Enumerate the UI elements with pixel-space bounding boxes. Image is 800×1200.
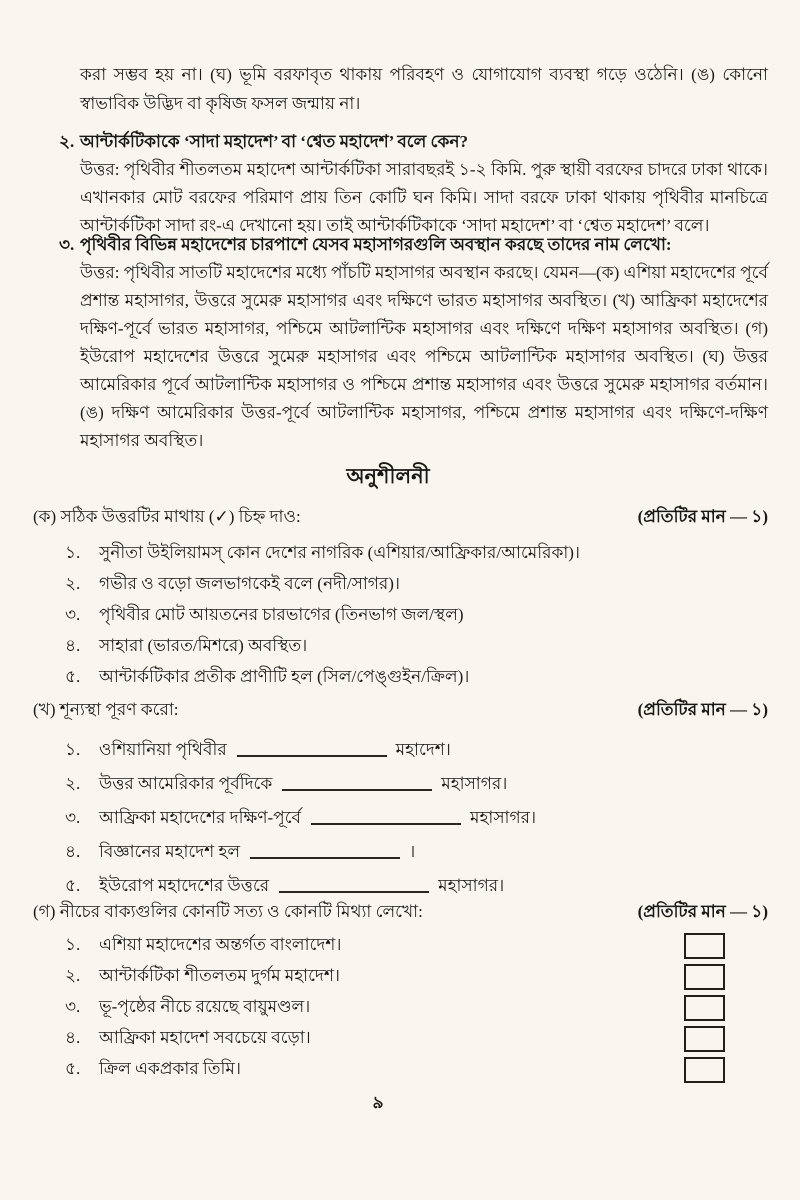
item-number: ৫. (65, 876, 81, 895)
section-title: (ক) সঠিক উত্তরটির মাথায় (✓) চিহ্ন দাও: (33, 507, 301, 526)
true-false-item (65, 1054, 768, 1085)
marks-label: (প্রতিটির মান — ১) (637, 507, 768, 526)
item-number: ১. (65, 934, 81, 954)
answer-box[interactable] (684, 1026, 725, 1052)
mcq-item (65, 631, 768, 662)
fill-blank-line[interactable] (237, 753, 387, 757)
item-text: আফ্রিকা মহাদেশ সবচেয়ে বড়ো। (99, 1027, 311, 1047)
marks-label: (প্রতিটির মান — ১) (637, 902, 768, 921)
section-title: (গ) নীচের বাক্যগুলির কোনটি সত্য ও কোনটি মিথ্যা লেখো: (33, 902, 423, 921)
item-text: ইউরোপ মহাদেশের উত্তরে মহাসাগর। (99, 876, 505, 895)
section-header (33, 697, 768, 723)
item-number: ২. (65, 965, 81, 985)
page-number: ৯ (372, 1093, 384, 1112)
fill-blank-item-list (33, 734, 768, 904)
answer-box[interactable] (684, 1057, 725, 1083)
mcq-item (65, 600, 768, 631)
item-number: ৫. (65, 666, 81, 686)
fill-blank-line[interactable] (250, 855, 400, 859)
item-number: ২. (65, 774, 81, 793)
item-text: আফ্রিকা মহাদেশের দক্ষিণ-পূর্বে মহাসাগর। (99, 808, 537, 827)
mcq-item (65, 569, 768, 600)
true-false-item (65, 992, 768, 1023)
section-label: (ক) (33, 507, 57, 526)
item-number: ৪. (65, 1027, 81, 1047)
item-number: ৩. (65, 996, 81, 1016)
question-answer: উত্তর: পৃথিবীর সাতটি মহাদেশের মধ্যে পাঁচটি মহাসাগর অবস্থান করছে। যেমন—(ক) এশিয়া মহাদেশের পূর্বে প্রশান্ত মহাসাগর, উত্তরে সুমেরু মহাসাগর এবং দক্ষিণে ভারত মহাসাগর অবস্থিত। (খ) আফ্রিকা মহাদেশের দক্ষিণ-পূর্বে ভারত মহাসাগর, পশ্চিমে আটলান্টিক মহাসাগর এবং দক্ষিণে দক্ষিণ মহাসাগর অবস্থিত। (গ) ইউরোপ মহাদেশের উত্তরে সুমেরু মহাসাগর এবং পশ্চিমে আটলান্টিক মহাসাগর অবস্থিত। (ঘ) উত্তর আমেরিকার পূর্বে আটলান্টিক মহাসাগর ও পশ্চিমে প্রশান্ত মহাসাগর এবং উত্তরে সুমেরু মহাসাগর বর্তমান। (ঙ) দক্ষিণ আমেরিকার উত্তর-পূর্বে আটলান্টিক মহাসাগর, পশ্চিমে প্রশান্ত মহাসাগর এবং দক্ষিণে-দক্ষিণ মহাসাগর অবস্থিত। (80, 263, 768, 450)
fill-blank-item (65, 768, 768, 802)
answer-box[interactable] (684, 964, 725, 990)
item-text: উত্তর আমেরিকার পূর্বদিকে মহাসাগর। (99, 774, 508, 793)
true-false-item (65, 930, 768, 961)
true-false-item (65, 1023, 768, 1054)
item-number: ৩. (65, 604, 81, 624)
item-text: সুনীতা উইলিয়ামস্ কোন দেশের নাগরিক (এশিয়ার/আফ্রিকার/আমেরিকা)। (99, 542, 581, 562)
item-text: ভূ-পৃষ্ঠের নীচে রয়েছে বায়ুমণ্ডল। (99, 996, 311, 1016)
item-text: ক্রিল একপ্রকার তিমি। (99, 1058, 241, 1078)
item-number: ৪. (65, 635, 81, 655)
exercise-heading: অনুশীলনী (346, 464, 430, 488)
mcq-item-list (33, 538, 768, 693)
fill-blank-line[interactable] (311, 821, 461, 825)
item-number: ৩. (65, 808, 81, 827)
question-number: ৩. (59, 235, 75, 254)
item-text: আন্টার্কটিকার প্রতীক প্রাণীটি হল (সিল/পেঙ্গুইন/ক্রিল)। (99, 666, 470, 686)
true-false-item (65, 961, 768, 992)
section-kha-fill-blanks (33, 697, 768, 904)
fill-blank-item (65, 836, 768, 870)
item-text: ওশিয়ানিয়া পৃথিবীর মহাদেশ। (99, 740, 451, 759)
item-text: সাহারা (ভারত/মিশরে) অবস্থিত। (99, 635, 308, 655)
fill-blank-line[interactable] (279, 889, 429, 893)
question-2 (59, 128, 768, 240)
fill-blank-item (65, 734, 768, 768)
true-false-item-list (33, 930, 768, 1085)
item-number: ১. (65, 740, 81, 759)
answer-box[interactable] (684, 933, 725, 959)
item-number: ১. (65, 542, 81, 562)
item-text: গভীর ও বড়ো জলভাগকেই বলে (নদী/সাগর)। (99, 573, 401, 593)
question-title: আন্টার্কটিকাকে ‘সাদা মহাদেশ’ বা ‘শ্বেত মহাদেশ’ বলে কেন? (80, 132, 468, 151)
question-title: পৃথিবীর বিভিন্ন মহাদেশের চারপাশে যেসব মহাসাগরগুলি অবস্থান করছে তাদের নাম লেখো: (80, 235, 672, 254)
mcq-item (65, 538, 768, 569)
section-title: (খ) শূন্যস্থা পূরণ করো: (33, 700, 179, 719)
section-label: (খ) (33, 700, 56, 719)
item-text: আন্টার্কটিকা শীতলতম দুর্গম মহাদেশ। (99, 965, 340, 985)
item-number: ৫. (65, 1058, 81, 1078)
item-text: বিজ্ঞানের মহাদেশ হল । (99, 842, 416, 861)
item-number: ২. (65, 573, 81, 593)
marks-label: (প্রতিটির মান — ১) (637, 700, 768, 719)
item-text: পৃথিবীর মোট আয়তনের চারভাগের (তিনভাগ জল/স্থল) (99, 604, 464, 624)
section-ka-mcq (33, 504, 768, 693)
item-text: এশিয়া মহাদেশের অন্তর্গত বাংলাদেশ। (99, 934, 342, 954)
answer-box[interactable] (684, 995, 725, 1021)
fill-blank-line[interactable] (282, 787, 432, 791)
section-header (33, 504, 768, 530)
fill-blank-item (65, 802, 768, 836)
section-label: (গ) (33, 902, 56, 921)
question-answer: উত্তর: পৃথিবীর শীতলতম মহাদেশ আন্টার্কটিকা সারাবছরই ১-২ কিমি. পুরু স্থায়ী বরফের চাদরে ঢাকা থাকে। এখানকার মোট বরফের পরিমাণ প্রায় তিন কোটি ঘন কিমি। সাদা বরফে ঢাকা থাকায় পৃথিবীর মানচিত্রে আন্টার্কটিকা সাদা রং-এ দেখানো হয়। তাই আন্টার্কটিকাকে ‘সাদা মহাদেশ’ বা ‘শ্বেত মহাদেশ’ বলে। (80, 160, 768, 235)
question-3 (59, 231, 768, 455)
intro-paragraph: করা সম্ভব হয় না। (ঘ) ভূমি বরফাবৃত থাকায় পরিবহণ ও যোগাযোগ ব্যবস্থা গড়ে ওঠেনি। (ঙ) কোনো স্বাভাবিক উদ্ভিদ বা কৃষিজ ফসল জন্মায় না। (80, 65, 768, 113)
mcq-item (65, 662, 768, 693)
section-ga-true-false (33, 899, 768, 1085)
section-header (33, 899, 768, 925)
item-number: ৪. (65, 842, 81, 861)
question-number: ২. (59, 132, 75, 151)
